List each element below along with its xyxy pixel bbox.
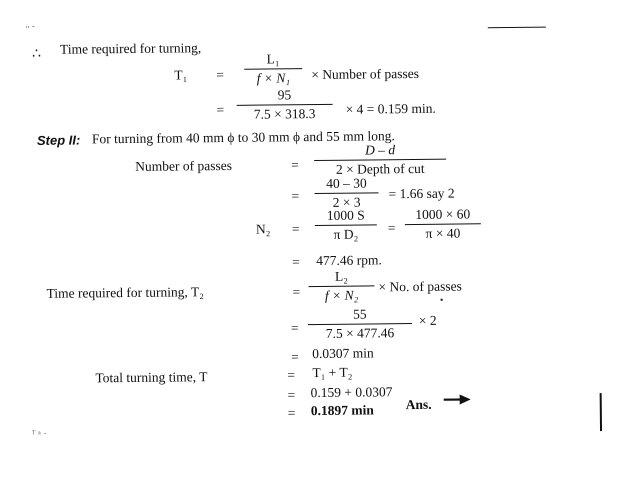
t1-lhs: T₁ xyxy=(174,67,188,83)
t2-denominator: f × N₂ xyxy=(324,287,359,303)
total-line3-eq: = xyxy=(287,405,296,421)
passes-eq: = xyxy=(291,157,299,173)
t2-line2-numerator: 55 xyxy=(308,307,412,325)
n2-line2-eq: = xyxy=(292,254,300,270)
n2-result: 477.46 rpm. xyxy=(316,252,382,269)
passes-line2-denominator: 2 × 3 xyxy=(332,194,361,210)
t2-numerator: L₂ xyxy=(308,269,374,286)
t2-line3-eq: = xyxy=(291,349,299,365)
step2-text: For turning from 40 mm ϕ to 30 mm ϕ and 55 mm long. xyxy=(91,128,395,147)
n2-fraction2 xyxy=(405,207,481,240)
t1-line2-suffix: × 4 = 0.159 min. xyxy=(345,100,436,117)
t1-suffix: × Number of passes xyxy=(311,65,420,83)
t2-line2-eq: = xyxy=(290,320,299,336)
answer-label: Ans. xyxy=(405,396,432,413)
right-margin-mark xyxy=(600,393,602,431)
t1-line2-numerator: 95 xyxy=(236,88,332,106)
n2-fraction1-denominator: π D₂ xyxy=(333,226,359,242)
n2-fraction2-numerator: 1000 × 60 xyxy=(405,207,481,224)
n2-fraction1 xyxy=(315,208,377,241)
passes-line2-fraction xyxy=(314,176,378,209)
t2-line2-suffix: × 2 xyxy=(418,312,437,328)
passes-line2-eq: = xyxy=(291,188,300,204)
t1-line2-fraction xyxy=(236,88,332,121)
t2-line2-fraction xyxy=(308,307,412,340)
passes-line2-numerator: 40 – 30 xyxy=(314,176,378,193)
pointer-arrow-icon xyxy=(442,393,474,405)
t2-suffix: × No. of passes xyxy=(378,278,462,295)
t2-label: Time required for turning, T₂ xyxy=(46,284,204,301)
n2-lhs: N₂ xyxy=(255,221,271,237)
t2-line3-value: 0.0307 min xyxy=(312,345,374,362)
n2-eq2: = xyxy=(387,220,396,236)
t1-fraction xyxy=(244,52,302,85)
t1-numerator: L₁ xyxy=(244,52,302,69)
top-scan-line xyxy=(488,27,546,29)
total-line3-value: 0.1897 min xyxy=(310,402,374,419)
total-line2-expr: 0.159 + 0.0307 xyxy=(310,384,393,401)
total-line2-eq: = xyxy=(287,387,296,403)
therefore-symbol: ∴ xyxy=(31,46,42,62)
t2-fraction xyxy=(308,269,374,302)
passes-numerator: D – d xyxy=(314,143,446,161)
passes-fraction xyxy=(314,143,446,176)
t2-line2-denominator: 7.5 × 477.46 xyxy=(325,324,395,341)
n2-fraction1-numerator: 1000 S xyxy=(315,208,377,225)
n2-fraction2-denominator: π × 40 xyxy=(425,225,461,241)
t1-line2-denominator: 7.5 × 318.3 xyxy=(253,105,316,122)
passes-label: Number of passes xyxy=(135,157,233,174)
intro-label: Time required for turning, xyxy=(59,40,202,57)
t1-eq: = xyxy=(216,66,224,83)
step2-label: Step II: xyxy=(36,132,81,148)
t1-line2-eq: = xyxy=(216,101,225,118)
total-expr: T₁ + T₂ xyxy=(312,364,353,381)
scan-dot xyxy=(441,299,443,301)
t2-eq: = xyxy=(292,284,301,300)
passes-line2-result: = 1.66 say 2 xyxy=(388,185,455,202)
bottom-scan-mark: ᵀ ᵃ · xyxy=(31,428,47,441)
t1-denominator: f × N₁ xyxy=(256,69,291,86)
n2-eq: = xyxy=(291,221,300,237)
total-eq: = xyxy=(287,367,296,383)
passes-denominator: 2 × Depth of cut xyxy=(335,160,425,177)
total-label: Total turning time, T xyxy=(95,369,208,386)
corner-scan-mark: ʹʹ ˜ xyxy=(25,23,36,35)
